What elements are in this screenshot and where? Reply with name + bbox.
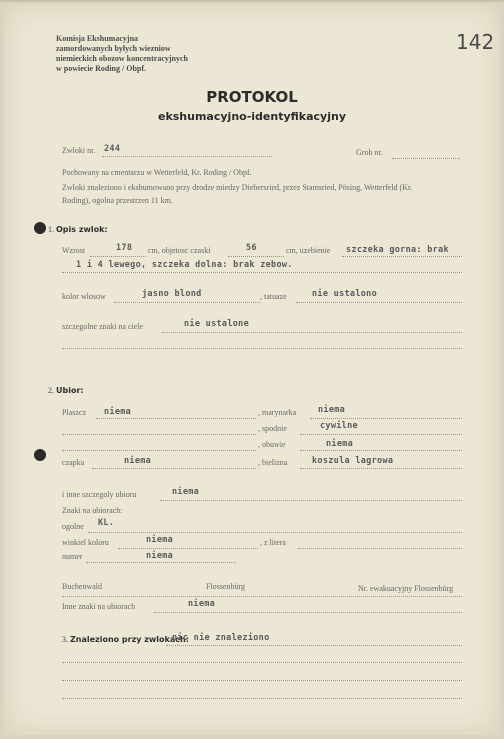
winkiel-label: winkiel koloru bbox=[62, 538, 109, 547]
znaki-value: nie ustalone bbox=[184, 319, 250, 329]
czaski-value: 56 bbox=[246, 243, 257, 253]
cm-czaski-label: cm, objetosc czaski bbox=[148, 246, 211, 255]
uzebienie-value-2: 1 i 4 lewego, szczeka dolna: brak zebow. bbox=[76, 260, 293, 270]
document-subtitle: ekshumacyjno-identyfikacyjny bbox=[157, 110, 346, 123]
bielizna-value: koszula lagrowa bbox=[312, 456, 394, 466]
marynarka-value: niema bbox=[318, 405, 346, 415]
uzebienie-value-1: szczeka gorna: brak bbox=[346, 245, 449, 255]
spodnie-value: cywilne bbox=[320, 421, 358, 431]
punch-hole-bottom bbox=[34, 449, 46, 461]
camp-evac-nr: Nr. ewakuacyjny Flossenbürg bbox=[358, 584, 454, 593]
cm-uzebienie-label: cm, uzebienie bbox=[286, 246, 331, 255]
org-line-3: niemieckich obozow koncentracyjnych bbox=[56, 54, 188, 63]
found-line-1: Zwloki znaleziono i ekshumowano przy drodze miedzy Diebersried, przez Stamsried, Pösing, Wetterfeld (Kr. bbox=[62, 183, 413, 192]
marynarka-label: , marynarka bbox=[258, 408, 297, 417]
inne-value: niema bbox=[172, 487, 200, 497]
zwloki-label: Zwloki nr. bbox=[62, 146, 96, 155]
ogolne-value: KL. bbox=[98, 518, 115, 528]
ogolne-label: ogolne bbox=[62, 522, 84, 531]
wzrost-value: 178 bbox=[116, 243, 133, 253]
document-title: PROTOKOL bbox=[206, 88, 298, 106]
org-line-4: w powiecie Roding / Obpf. bbox=[56, 64, 147, 73]
tatuaze-value: nie ustalono bbox=[312, 289, 378, 299]
burial-text: Pochowany na cmentarzu w Wetterfeld, Kr. Roding / Obpf. bbox=[62, 168, 252, 177]
obuwie-label: , obuwie bbox=[258, 440, 286, 449]
winkiel-value: niema bbox=[146, 535, 174, 545]
spodnie-label: , spodnie bbox=[258, 424, 287, 433]
znaleziono-heading: 3. Znaleziono przy zwlokach: bbox=[62, 635, 189, 644]
page-number: 142 bbox=[456, 30, 495, 54]
numer-label: numer bbox=[62, 552, 83, 561]
zwloki-value: 244 bbox=[104, 144, 121, 154]
plaszcz-value: niema bbox=[104, 407, 132, 417]
czapka-label: czapka bbox=[62, 458, 85, 467]
kolor-value: jasno blond bbox=[142, 289, 202, 299]
punch-hole-top bbox=[34, 222, 46, 234]
czapka-value: niema bbox=[124, 456, 152, 466]
opis-heading: 1. Opis zwlok: bbox=[48, 225, 108, 234]
znaki-ubior-label: Znaki na ubiorach: bbox=[62, 506, 123, 515]
wzrost-label: Wzrost bbox=[62, 246, 86, 255]
znaki-label: szczegolne znaki na ciele bbox=[62, 322, 144, 331]
litera-label: , z litera bbox=[260, 538, 286, 547]
plaszcz-label: Plaszcz bbox=[62, 408, 86, 417]
grob-label: Grob nr. bbox=[356, 148, 383, 157]
znaleziono-value: nic nie znaleziono bbox=[172, 633, 270, 643]
org-line-1: Komisja Ekshumacyjna bbox=[56, 34, 139, 43]
page-edge bbox=[0, 0, 504, 2]
inne-label: i inne szczegoly ubioru bbox=[62, 490, 137, 499]
inne-znaki-value: niema bbox=[188, 599, 216, 609]
inne-znaki-label: Inne znaki na ubiorach bbox=[62, 602, 136, 611]
camp-flossenburg: Flossenbürg bbox=[206, 582, 245, 591]
numer-value: niema bbox=[146, 551, 174, 561]
ubior-heading: 2. Ubior: bbox=[48, 386, 84, 395]
bielizna-label: , bielizna bbox=[258, 458, 288, 467]
camp-buchenwald: Buchenwald bbox=[62, 582, 102, 591]
tatuaze-label: , tatuaze bbox=[260, 292, 287, 301]
obuwie-value: niema bbox=[326, 439, 354, 449]
org-line-2: zamordowanych byłych wiezniow bbox=[56, 44, 171, 53]
kolor-label: kolor wlosow bbox=[62, 292, 106, 301]
found-line-2: Roding), ogolna przestrzen 11 km. bbox=[62, 196, 173, 205]
